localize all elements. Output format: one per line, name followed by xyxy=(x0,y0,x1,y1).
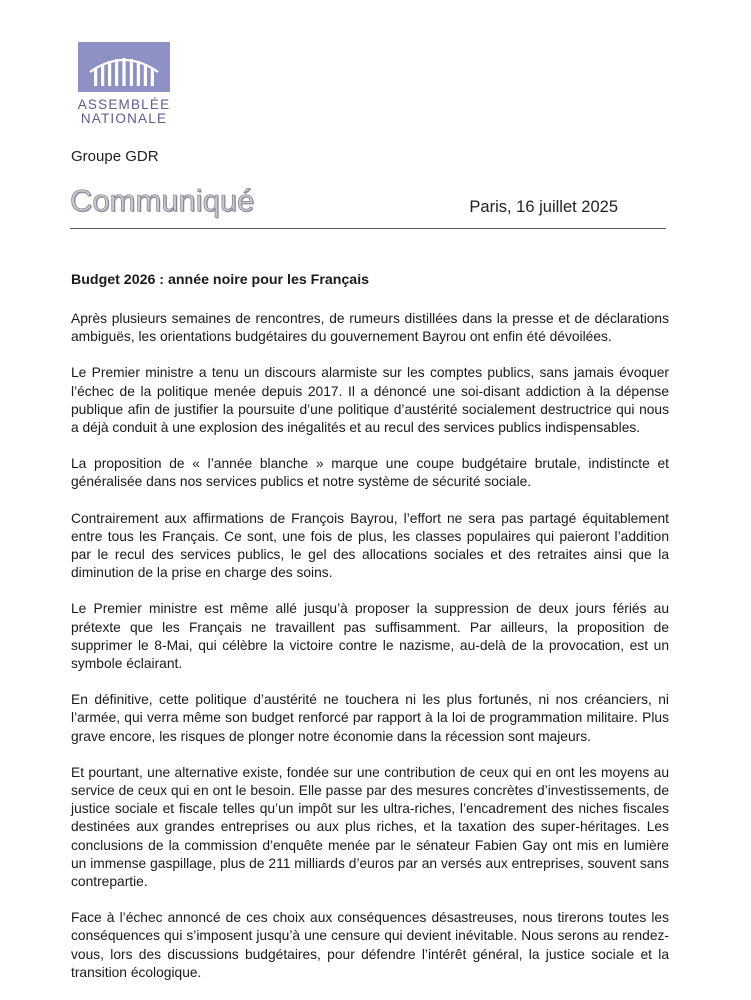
paragraph: Le Premier ministre a tenu un discours alarmiste sur les comptes publics, sans jamais évoquer l’échec de la politique menée depuis 2017. Il a dénoncé une soi-disant addiction à la dépense publique afin de justifier la poursuite d’une politique d’austérité socialement destructrice qui nous a déjà conduit à une explosion des inégalités et au recul des services publics indispensables. xyxy=(71,365,669,436)
paragraph: Après plusieurs semaines de rencontres, de rumeurs distillées dans la presse et de déclarations ambiguës, les orientations budgétaires du gouvernement Bayrou ont enfin été dévoilées. xyxy=(71,311,669,345)
hemicycle-icon xyxy=(78,42,170,92)
paragraph: En définitive, cette politique d’austérité ne touchera ni les plus fortunés, ni nos créanciers, ni l’armée, qui verra même son budget renforcé par rapport à la loi de programmation militaire. Plus grave encore, les risques de plonger notre économie dans la récession sont majeurs. xyxy=(71,692,669,744)
logo-text-line1: ASSEMBLÉE xyxy=(77,97,171,112)
document-title: Communiqué xyxy=(70,183,255,218)
assemblee-nationale-logo xyxy=(76,42,172,126)
document-date: Paris, 16 juillet 2025 xyxy=(469,198,618,216)
paragraph: Contrairement aux affirmations de François Bayrou, l’effort ne sera pas partagé équitablement entre tous les Français. Ce sont, une fois de plus, les classes populaires qui paieront l’addition par le recul des services publics, le gel des allocations sociales et des retraites ainsi que la diminution de la prise en charge des soins. xyxy=(71,510,669,581)
header-divider xyxy=(70,228,666,229)
press-release-body xyxy=(71,271,669,1000)
paragraph: Le Premier ministre est même allé jusqu’à proposer la suppression de deux jours fériés au prétexte que les Français ne travaillent pas suffisamment. Par ailleurs, la proposition de supprimer le 8-Mai, qui célèbre la victoire contre le nazisme, au-delà de la provocation, est un symbole éclairant. xyxy=(71,601,669,672)
paragraph: Et pourtant, une alternative existe, fondée sur une contribution de ceux qui en ont les moyens au service de ceux qui en ont le besoin. Elle passe par des mesures concrètes d’investissements, de justice sociale et fiscale telles qu’un impôt sur les ultra-riches, l’encadrement des niches fiscales destinées aux grandes entreprises ou aux plus riches, et la taxation des super-héritages. Les conclusions de la commission d’enquête menée par le sénateur Fabien Gay ont mis en lumière un immense gaspillage, plus de 211 milliards d’euros par an versés aux entreprises, souvent sans contrepartie. xyxy=(71,764,669,890)
paragraph: La proposition de « l’année blanche » marque une coupe budgétaire brutale, indistincte et généralisée dans nos services publics et notre système de sécurité sociale. xyxy=(71,456,669,490)
logo-text-line2: NATIONALE xyxy=(80,111,168,126)
group-name: Groupe GDR xyxy=(71,148,159,165)
paragraph: Face à l’échec annoncé de ces choix aux conséquences désastreuses, nous tirerons toutes les conséquences qui s’imposent jusqu’à une censure qui devient inévitable. Nous serons au rendez-vous, lors des discussions budgétaires, pour défendre l’intérêt général, la justice sociale et la transition écologique. xyxy=(71,910,669,980)
headline: Budget 2026 : année noire pour les Français xyxy=(71,272,370,288)
